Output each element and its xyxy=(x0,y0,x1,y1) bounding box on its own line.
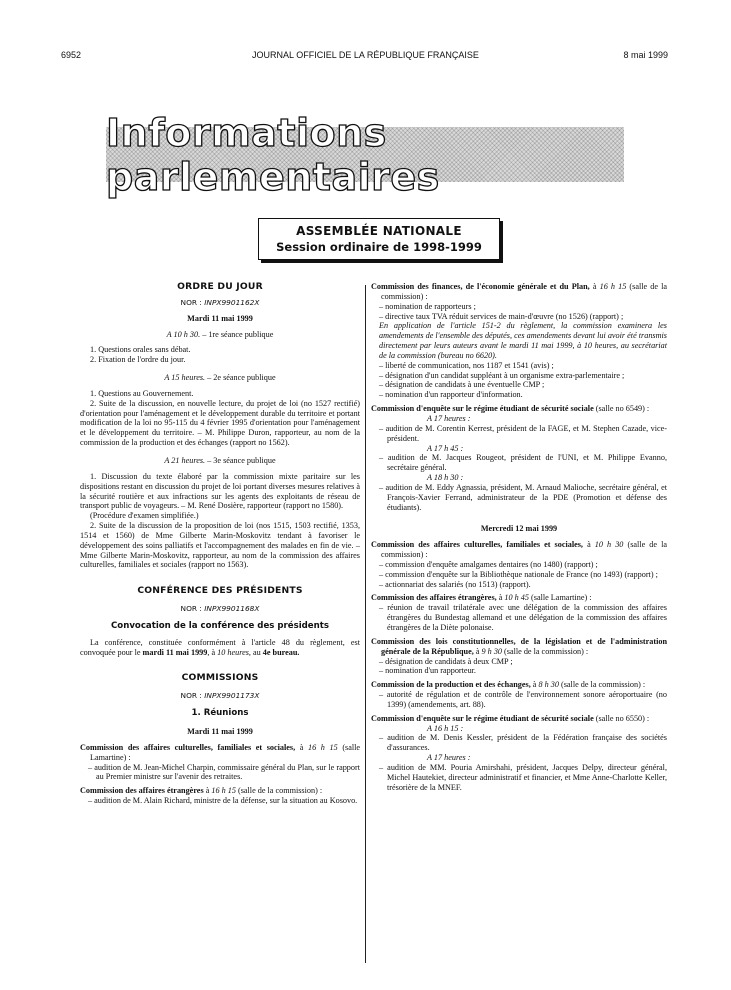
agenda-item: (Procédure d'examen simplifiée.) xyxy=(90,511,199,521)
list-item: – autorité de régulation et de contrôle de l'environnement sonore aéroportuaire (no 1399) (amendements, art. 88). xyxy=(379,690,667,709)
list-item: – nomination d'un rapporteur d'information. xyxy=(379,390,523,400)
agenda-item: 1. Discussion du texte élaboré par la commission mixte paritaire sur les dispositions restant en discussion du projet de loi portant diverses mesures relatives à la sécurité routière et aux infractions sur les agents des exploitants de réseau de transport public de voyageurs. – M. René Dosière, rapporteur (rapport no 1580). xyxy=(80,471,360,511)
nor-reference: NOR : INPX9901162X xyxy=(180,297,260,307)
list-item: – liberté de communication, nos 1187 et 1541 (avis) ; xyxy=(379,360,554,370)
agenda-item: 2. Suite de la discussion, en nouvelle lecture, du projet de loi (no 1527 rectifié) d'orientation pour l'aménagement et le développement durable du territoire et portant modification de la loi no 95-115 du 4 février 1995 d'orientation pour l'aménagement et le développement du territoire. – M. Philippe Duron, rapporteur, au nom de la commission de la production et des échanges (rapport no 1562). xyxy=(80,398,360,448)
convocation-heading: Convocation de la conférence des présidents xyxy=(111,620,329,631)
commission-entry: Commission d'enquête sur le régime étudiant de sécurité sociale (salle no 6550) : xyxy=(371,713,650,723)
agenda-item: 2. Suite de la discussion de la proposition de loi (nos 1515, 1503 rectifié, 1353, 1514 et 1560) de Mme Gilberte Marin-Moskovitz tendant à favoriser le développement des soins palliatifs et l'accompagnement des malades en fin de vie. – Mme Gilberte Marin-Moskovitz, rapporteur, au nom de la commission des affaires culturelles, familiales et sociales (rapport no 1563). xyxy=(80,521,360,570)
session-time: A 15 heures. – 2e séance publique xyxy=(164,373,276,383)
list-item: – audition de M. Jean-Michel Charpin, commissaire général du Plan, sur le rapport au Premier ministre sur l'avenir des retraites. xyxy=(88,762,360,782)
hearing-time: A 17 heures : xyxy=(427,413,471,423)
list-item: – nomination de rapporteurs ; xyxy=(379,301,476,311)
banner-title: Informations parlementaires xyxy=(106,110,440,199)
list-item: – audition de M. Corentin Kerrest, président de la FAGE, et M. Stephen Cazade, vice-président. xyxy=(379,423,667,443)
list-item: – désignation de candidats à une éventuelle CMP ; xyxy=(379,380,545,390)
list-item: – audition de M. Eddy Agnassia, président, M. Arnaud Malioche, secrétaire général, et François-Xavier Ferrand, administrateur de la PDE (Promotion et défense des étudiants). xyxy=(379,482,667,512)
list-item: – commission d'enquête sur la Bibliothèque nationale de France (no 1493) (rapport) ; xyxy=(379,569,658,579)
hearing-time: A 18 h 30 : xyxy=(427,473,464,483)
commissions-heading: COMMISSIONS xyxy=(181,672,259,684)
list-item: – audition de MM. Pouria Amirshahi, président, Jacques Delpy, directeur général, Michel Hautekiet, directeur administratif et financier, et Mme Anne-Charlotte Keller, trésorière de la MNEF. xyxy=(379,762,667,792)
nor-reference: NOR : INPX9901168X xyxy=(180,604,260,614)
day-heading: Mercredi 12 mai 1999 xyxy=(480,524,558,534)
list-item: – audition de M. Denis Kessler, président de la Fédération française des sociétés d'assurances. xyxy=(379,733,667,753)
list-item: – nomination d'un rapporteur. xyxy=(379,666,476,676)
issue-date: 8 mai 1999 xyxy=(623,50,668,60)
session-name: Session ordinaire de 1998-1999 xyxy=(276,240,482,254)
commission-entry: Commission des finances, de l'économie générale et du Plan, à 16 h 15 (salle de la commission) : xyxy=(371,282,668,301)
column-divider xyxy=(365,285,366,963)
journal-title: JOURNAL OFFICIEL DE LA RÉPUBLIQUE FRANÇAISE xyxy=(252,50,479,60)
hearing-time: A 17 heures : xyxy=(427,753,471,763)
agenda-item: 1. Questions au Gouvernement. xyxy=(90,388,194,398)
list-item: – audition de M. Jacques Rougeot, président de l'UNI, et M. Philippe Evanno, secrétaire général. xyxy=(379,453,667,473)
left-column xyxy=(80,282,360,806)
commission-entry: Commission des affaires culturelles, familiales et sociales, à 16 h 15 (salle Lamartine) : xyxy=(80,742,361,762)
commission-entry: Commission des affaires étrangères à 16 h 15 (salle de la commission) : xyxy=(80,786,323,796)
list-item: – désignation de candidats à deux CMP ; xyxy=(379,656,513,666)
session-time: A 21 heures. – 3e séance publique xyxy=(164,455,276,465)
hearing-time: A 16 h 15 : xyxy=(427,723,464,733)
list-item: – audition de M. Alain Richard, ministre de la défense, sur la situation au Kosovo. xyxy=(88,796,358,806)
commission-entry: Commission d'enquête sur le régime étudiant de sécurité sociale (salle no 6549) : xyxy=(371,404,650,414)
assembly-title-box xyxy=(258,218,500,260)
page-number: 6952 xyxy=(61,50,82,60)
commission-entry: Commission des affaires culturelles, familiales et sociales, à 10 h 30 (salle de la commission) : xyxy=(371,540,668,560)
commission-entry: Commission de la production et des échanges, à 8 h 30 (salle de la commission) : xyxy=(371,680,646,690)
commission-entry: Commission des affaires étrangères, à 10 h 45 (salle Lamartine) : xyxy=(371,593,592,603)
procedure-note: En application de l'article 151-2 du règlement, la commission examinera les amendements de l'ensemble des députés, ces amendements devant lui avoir été transmis directement par leurs auteurs avant le mardi 11 mai 1999, à 10 heures, au secrétariat de la commission (bureau no 6620). xyxy=(379,321,667,360)
list-item: – commission d'enquête amalgames dentaires (no 1480) (rapport) ; xyxy=(379,559,598,569)
right-column xyxy=(371,282,667,793)
day-heading: Mardi 11 mai 1999 xyxy=(187,313,253,323)
session-time: A 10 h 30. – 1re séance publique xyxy=(166,329,274,339)
ordre-du-jour-heading: ORDRE DU JOUR xyxy=(177,281,263,292)
list-item: – directive taux TVA réduit services de main-d'œuvre (no 1526) (rapport) ; xyxy=(379,311,624,321)
nor-reference: NOR : INPX9901173X xyxy=(180,691,260,701)
agenda-item: 2. Fixation de l'ordre du jour. xyxy=(90,355,186,365)
list-item: – actionnariat des salariés (no 1513) (rapport). xyxy=(379,579,531,589)
list-item: – réunion de travail trilatérale avec une délégation de la commission des affaires étrangères du Bundestag allemand et une délégation de la commission des affaires étrangères de la Diète polonaise. xyxy=(379,603,667,632)
hearing-time: A 17 h 45 : xyxy=(427,443,464,453)
commission-entry: Commission des lois constitutionnelles, de la législation et de l'administration générale de la République, à 9 h 30 (salle de la commission) : xyxy=(371,636,667,656)
conference-heading: CONFÉRENCE DES PRÉSIDENTS xyxy=(137,585,303,597)
banner xyxy=(106,110,624,199)
day-heading: Mardi 11 mai 1999 xyxy=(187,727,253,736)
reunions-heading: 1. Réunions xyxy=(191,708,249,719)
assembly-name: ASSEMBLÉE NATIONALE xyxy=(296,224,462,238)
agenda-item: 1. Questions orales sans débat. xyxy=(90,345,191,355)
list-item: – désignation d'un candidat suppléant à un organisme extra-parlementaire ; xyxy=(379,370,625,380)
convocation-text: La conférence, constituée conformément à l'article 48 du règlement, est convoquée pour le mardi 11 mai 1999, à 10 heures, au 4e bureau. xyxy=(80,637,360,657)
